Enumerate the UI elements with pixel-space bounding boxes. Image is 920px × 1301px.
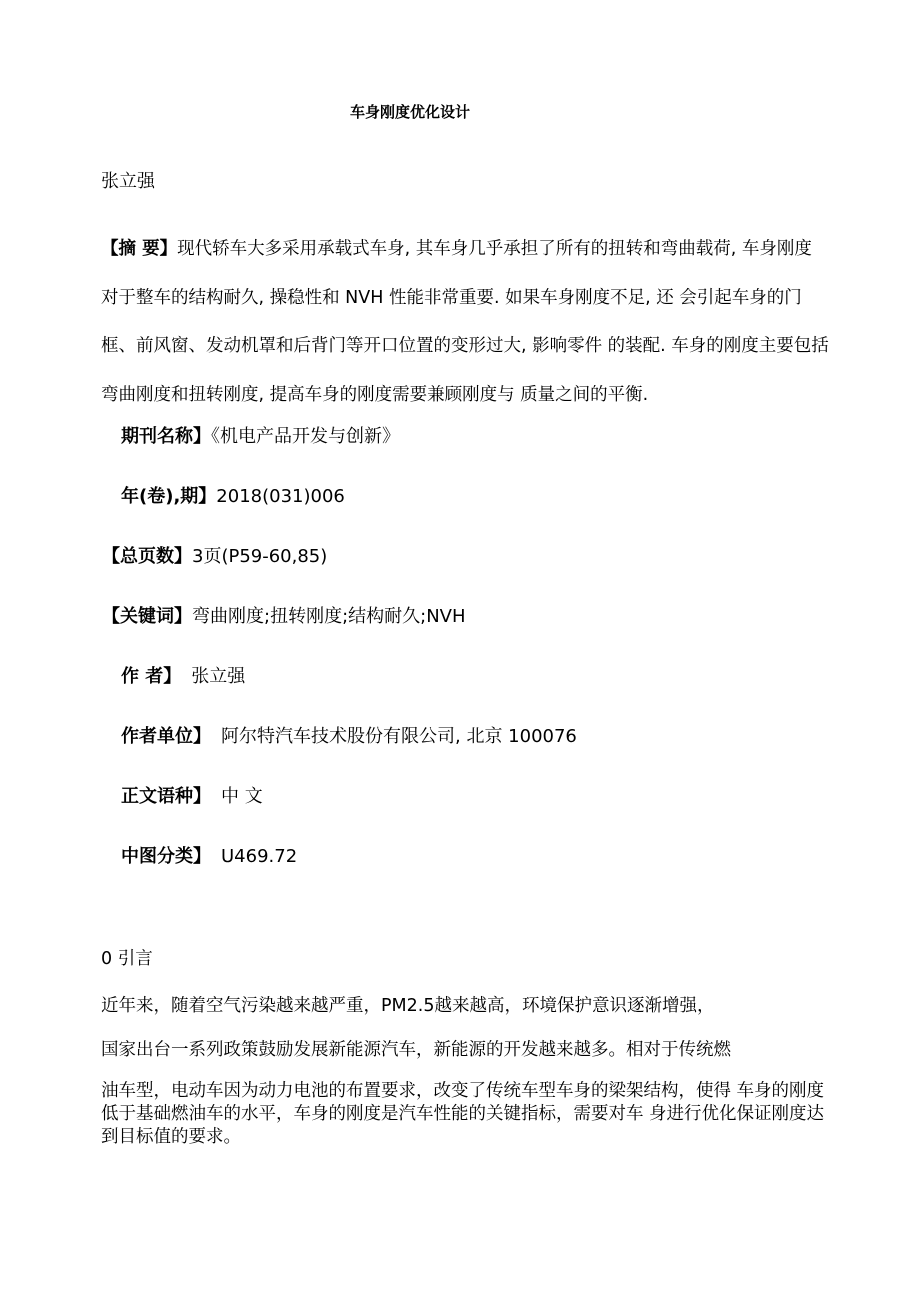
meta-language	[102, 782, 263, 808]
document-title: 车身刚度优化设计	[349, 103, 470, 121]
meta-label: 期刊名称】	[121, 426, 211, 447]
paragraph-line: 近年来，随着空气污染越来越严重，PM2.5越来越高，环境保护意识逐渐增强，	[101, 996, 715, 1016]
abstract-text: 现代轿车大多采用承载式车身, 其车身几乎承担了所有的扭转和弯曲载荷, 车身刚度对于整车的结构耐久, 操稳性和 NVH 性能非常重要. 如果车身刚度不足, 还 会引起车身的门框、前风窗、发动机罩和后背门等开口位置的变形过大, 影响零件 的装配. 车身的刚度主要包括弯曲刚度和扭转刚度, 提高车身的刚度需要兼顾刚度与 质量之间的平衡.	[101, 239, 829, 405]
meta-journal	[102, 422, 400, 448]
meta-value: 《机电产品开发与创新》	[211, 426, 400, 447]
meta-classification	[102, 842, 297, 868]
meta-value: U469.72	[221, 846, 298, 867]
section-heading: 0 引言	[101, 949, 153, 969]
meta-volume-issue	[102, 482, 345, 508]
meta-pages	[102, 542, 327, 568]
meta-label: 中图分类】	[121, 846, 211, 867]
meta-affiliation	[102, 722, 577, 748]
abstract	[101, 225, 829, 419]
meta-label: 正文语种】	[121, 786, 211, 807]
meta-label: 作者单位】	[121, 726, 211, 747]
meta-value: 中 文	[221, 786, 263, 807]
meta-label: 年(卷),期】	[121, 486, 217, 507]
meta-label: 【关键词】	[102, 606, 192, 627]
meta-value: 弯曲刚度;扭转刚度;结构耐久;NVH	[192, 606, 466, 627]
paragraph-block: 油车型，电动车因为动力电池的布置要求，改变了传统车型车身的梁架结构，使得 车身的刚度低于基础燃油车的水平，车身的刚度是汽车性能的关键指标，需要对车 身进行优化保证刚度达到目标值的要求。	[101, 1081, 825, 1147]
meta-keywords	[102, 602, 466, 628]
meta-value: 3页(P59-60,85)	[192, 546, 328, 567]
meta-label: 作 者】	[121, 666, 182, 687]
meta-author	[102, 662, 245, 688]
meta-value: 阿尔特汽车技术股份有限公司, 北京 100076	[221, 726, 577, 747]
author-name: 张立强	[101, 171, 155, 192]
paragraph-line: 国家出台一系列政策鼓励发展新能源汽车，新能源的开发越来越多。相对于传统燃	[101, 1040, 731, 1060]
abstract-label: 【摘 要】	[101, 239, 178, 259]
meta-value: 张立强	[191, 666, 246, 687]
meta-value: 2018(031)006	[216, 486, 345, 507]
meta-label: 【总页数】	[102, 546, 192, 567]
